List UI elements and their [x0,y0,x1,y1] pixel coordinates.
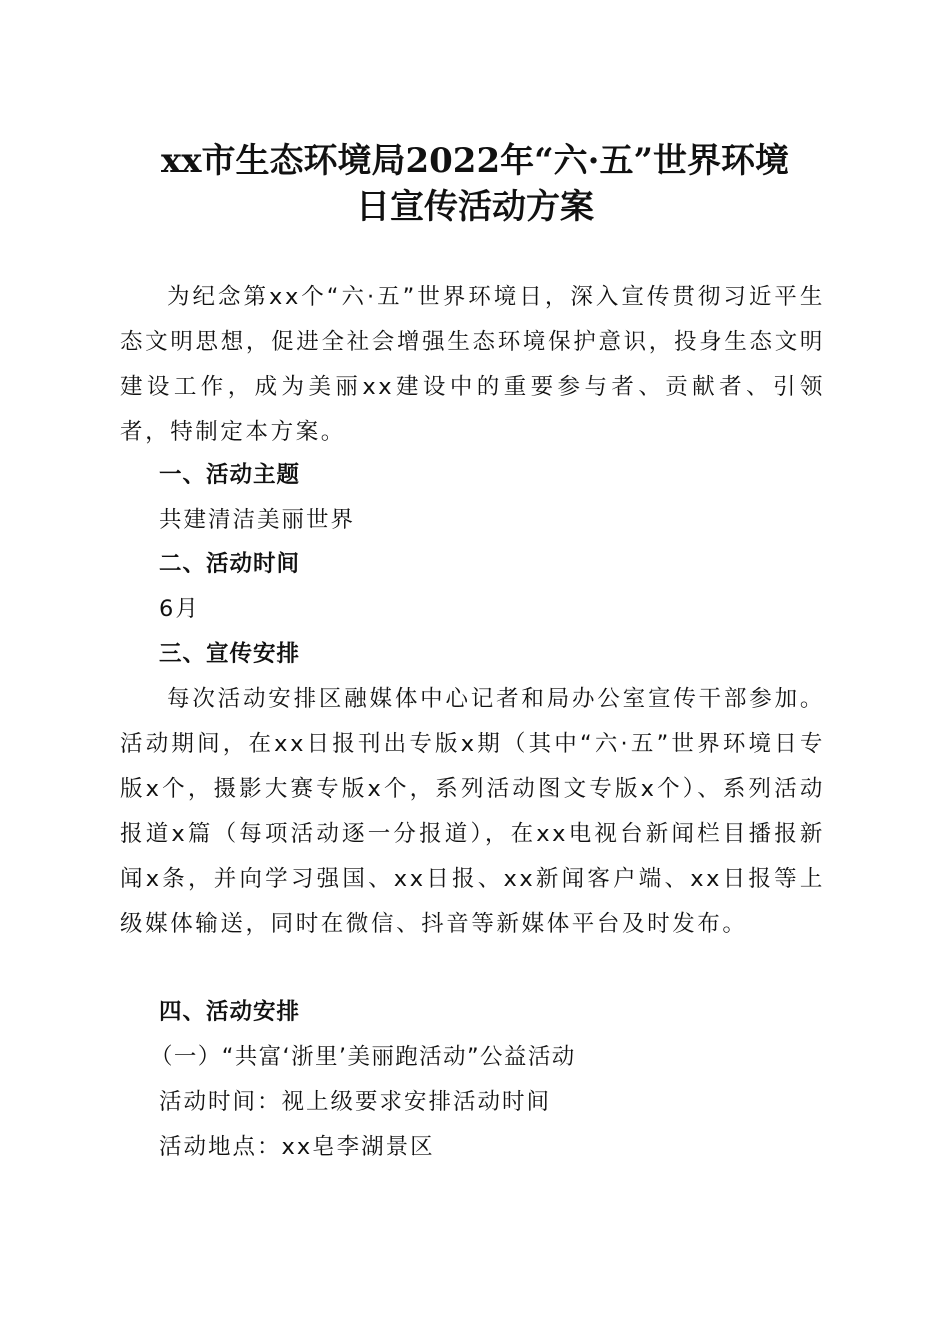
section-heading-activities: 四、活动安排 [159,999,301,1025]
document-title-line-2: 日宣传活动方案 [356,187,594,227]
section-content-theme: 共建清洁美丽世界 [159,507,356,533]
intro-paragraph: 为纪念第xx个“六·五”世界环境日，深入宣传贯彻习近平生态文明思想，促进全社会增强生态环境保护意识，投身生态文明建设工作，成为美丽xx建设中的重要参与者、贡献者、引领者，特制定本方案。 [120,284,825,445]
activity-time: 活动时间：视上级要求安排活动时间 [159,1089,552,1115]
section-heading-theme: 一、活动主题 [159,462,301,488]
section-heading-publicity: 三、宣传安排 [159,641,301,667]
document-title-line-1: xx市生态环境局2022年“六·五”世界环境 [160,141,790,181]
section-content-publicity: 每次活动安排区融媒体中心记者和局办公室宣传干部参加。活动期间，在xx日报刊出专版x期（其中“六·五”世界环境日专版x个，摄影大赛专版x个，系列活动图文专版x个）、系列活动报道x篇（每项活动逐一分报道），在xx电视台新闻栏目播报新闻x条，并向学习强国、xx日报、xx新闻客户端、xx日报等上级媒体输送，同时在微信、抖音等新媒体平台及时发布。 [120,686,825,937]
activity-subheading: （一）“共富‘浙里’美丽跑活动”公益活动 [150,1044,576,1070]
section-content-time: 6月 [159,596,200,622]
section-heading-time: 二、活动时间 [159,551,301,577]
activity-location: 活动地点：xx皂李湖景区 [159,1134,435,1160]
